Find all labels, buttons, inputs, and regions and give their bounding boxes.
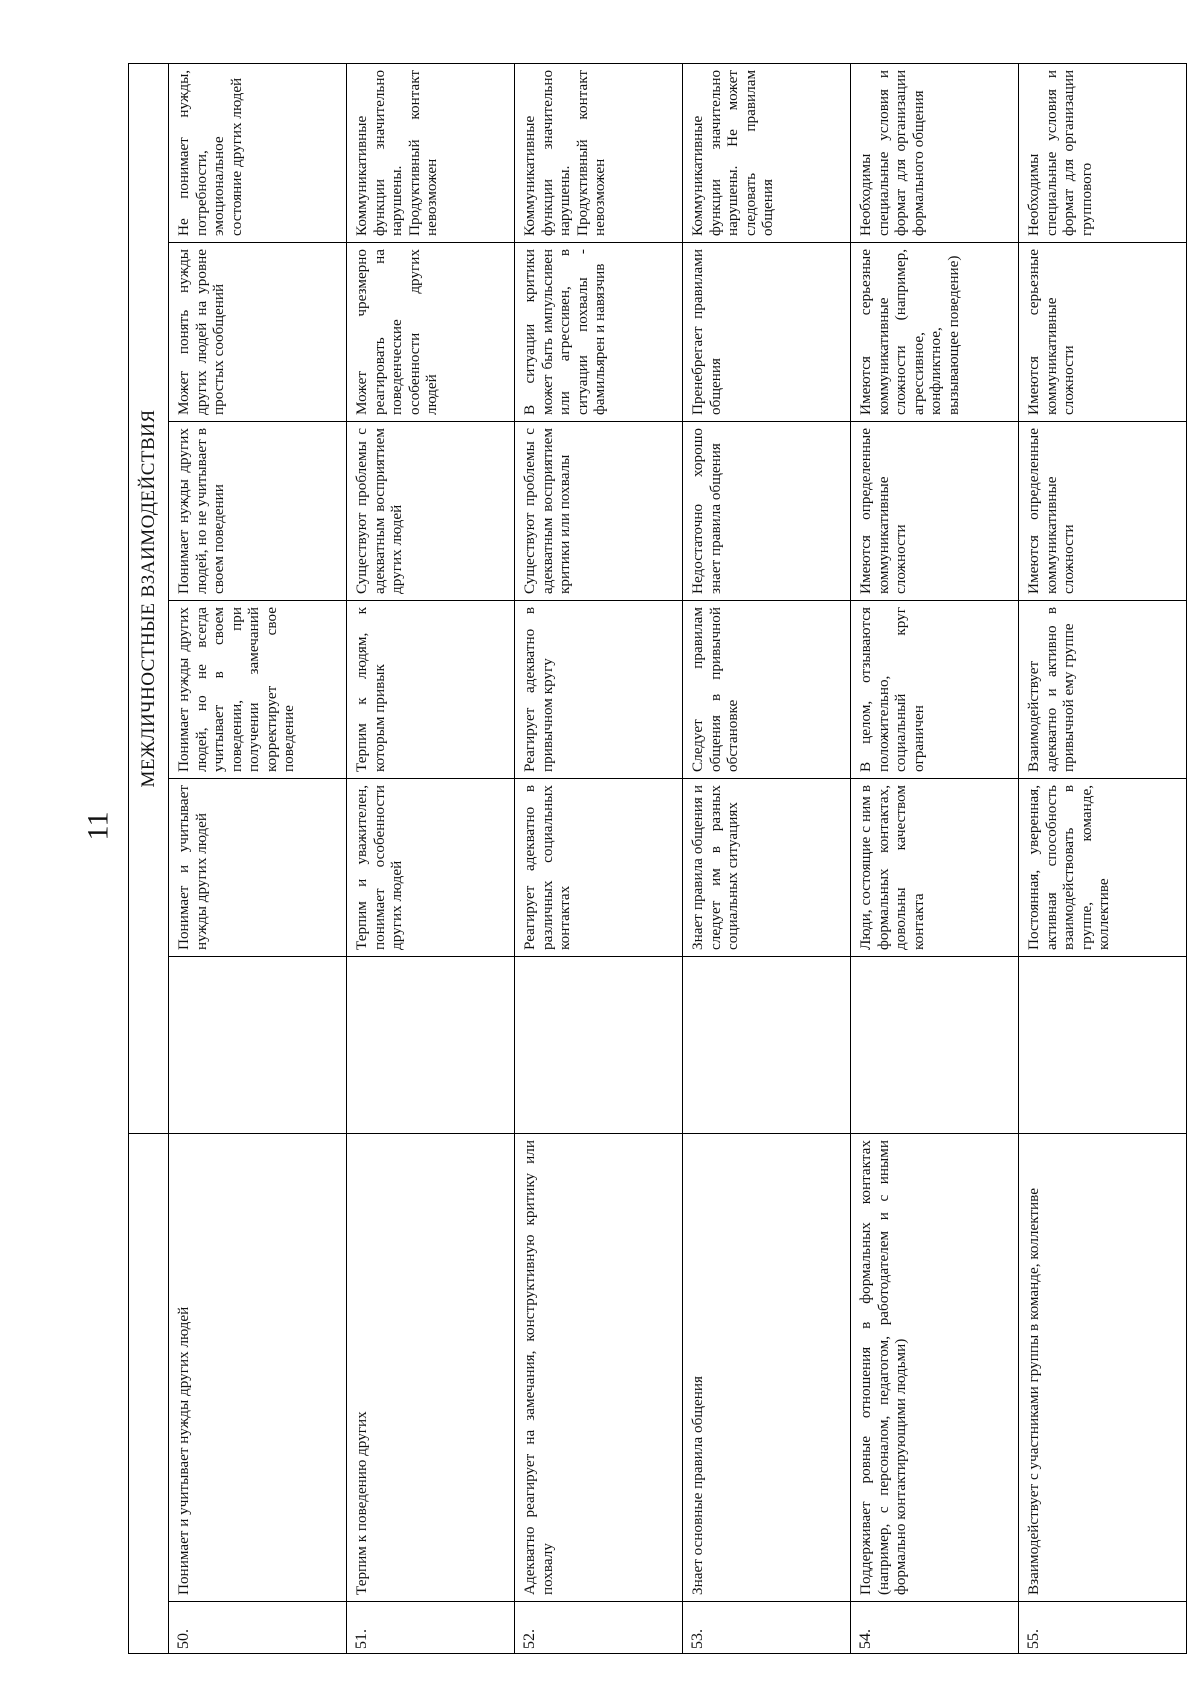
level-cell: Может чрезмерно реагировать на поведенческие особенности других людей [347,243,515,422]
level-cell: Коммуникативные функции значительно нарушены. Продуктивный контакт невозможен [515,63,683,242]
table-row [515,63,683,1653]
level-cell: Терпим к людям, к которым привык [347,601,515,779]
row-description: Взаимодействует с участниками группы в команде, коллективе [1019,1134,1187,1602]
section-title: МЕЖЛИЧНОСТНЫЕ ВЗАИМОДЕЙСТВИЯ [129,63,169,1133]
level-cell: Понимает нужды других людей, но не всегда учитывает в своем поведении, при получении замечаний корректирует свое поведение [169,601,347,779]
level-cell: Недостаточно хорошо знает правила общения [683,422,851,601]
empty-cell [1019,957,1187,1134]
row-description: Знает основные правила общения [683,1134,851,1602]
level-cell: Люди, состоящие с ним в формальных контактах, довольны качеством контакта [851,779,1019,957]
level-cell: Существуют проблемы с адекватным восприятием других людей [347,422,515,601]
row-number: 50. [169,1602,347,1654]
assessment-table [128,63,1187,1654]
level-cell: Реагирует адекватно в привычном кругу [515,601,683,779]
level-cell: Не понимает нужды, потребности, эмоциональное состояние других людей [169,63,347,242]
level-cell: Терпим и уважителен, понимает особенности других людей [347,779,515,957]
level-cell: Необходимы специальные условия и формат для организации формального общения [851,63,1019,242]
level-cell: Взаимодействует адекватно и активно в привычной ему группе [1019,601,1187,779]
page-number [78,806,118,846]
row-number: 54. [851,1602,1019,1654]
row-description: Адекватно реагирует на замечания, конструктивную критику или похвалу [515,1134,683,1602]
level-cell: Коммуникативные функции значительно нарушены. Продуктивный контакт невозможен [347,63,515,242]
table-row [347,63,515,1653]
row-description: Поддерживает ровные отношения в формальных контактах (например, с персоналом, педагогом, работодателем и с иными формально контактирующими людьми) [851,1134,1019,1602]
table-row [169,63,347,1653]
empty-cell [169,957,347,1134]
level-cell: Имеются серьезные коммуникативные сложности [1019,243,1187,422]
empty-cell [347,957,515,1134]
row-description: Понимает и учитывает нужды других людей [169,1134,347,1602]
row-number: 51. [347,1602,515,1654]
level-cell: Постоянная, уверенная, активная способность взаимодействовать в группе, команде, коллективе [1019,779,1187,957]
row-number: 52. [515,1602,683,1654]
level-cell: Пренебрегает правилами общения [683,243,851,422]
section-header-row [129,63,169,1653]
level-cell: Имеются серьезные коммуникативные сложности (например, агрессивное, конфликтное, вызывающее поведение) [851,243,1019,422]
row-number: 53. [683,1602,851,1654]
level-cell: Понимает нужды других людей, но не учитывает в своем поведении [169,422,347,601]
level-cell: В целом, отзываются положительно, социальный круг ограничен [851,601,1019,779]
level-cell: Понимает и учитывает нужды других людей [169,779,347,957]
header-empty-cell [129,1134,169,1654]
level-cell: Имеются определенные коммуникативные сложности [1019,422,1187,601]
rotated-table-wrapper [128,64,1186,1654]
level-cell: Реагирует адекватно в различных социальных контактах [515,779,683,957]
row-description: Терпим к поведению других [347,1134,515,1602]
page-number-text: 11 [80,811,114,841]
level-cell: Знает правила общения и следует им в разных социальных ситуациях [683,779,851,957]
table-row [851,63,1019,1653]
level-cell: Следует правилам общения в привычной обстановке [683,601,851,779]
level-cell: Имеются определенные коммуникативные сложности [851,422,1019,601]
empty-cell [683,957,851,1134]
empty-cell [851,957,1019,1134]
table-row [1019,63,1187,1653]
level-cell: В ситуации критики может быть импульсивен или агрессивен, в ситуации похвалы - фамильярен и навязчив [515,243,683,422]
row-number: 55. [1019,1602,1187,1654]
level-cell: Может понять нужды других людей на уровне простых сообщений [169,243,347,422]
level-cell: Существуют проблемы с адекватным восприятием критики или похвалы [515,422,683,601]
level-cell: Необходимы специальные условия и формат для организации группового [1019,63,1187,242]
empty-cell [515,957,683,1134]
level-cell: Коммуникативные функции значительно нарушены. Не может следовать правилам общения [683,63,851,242]
table-row [683,63,851,1653]
